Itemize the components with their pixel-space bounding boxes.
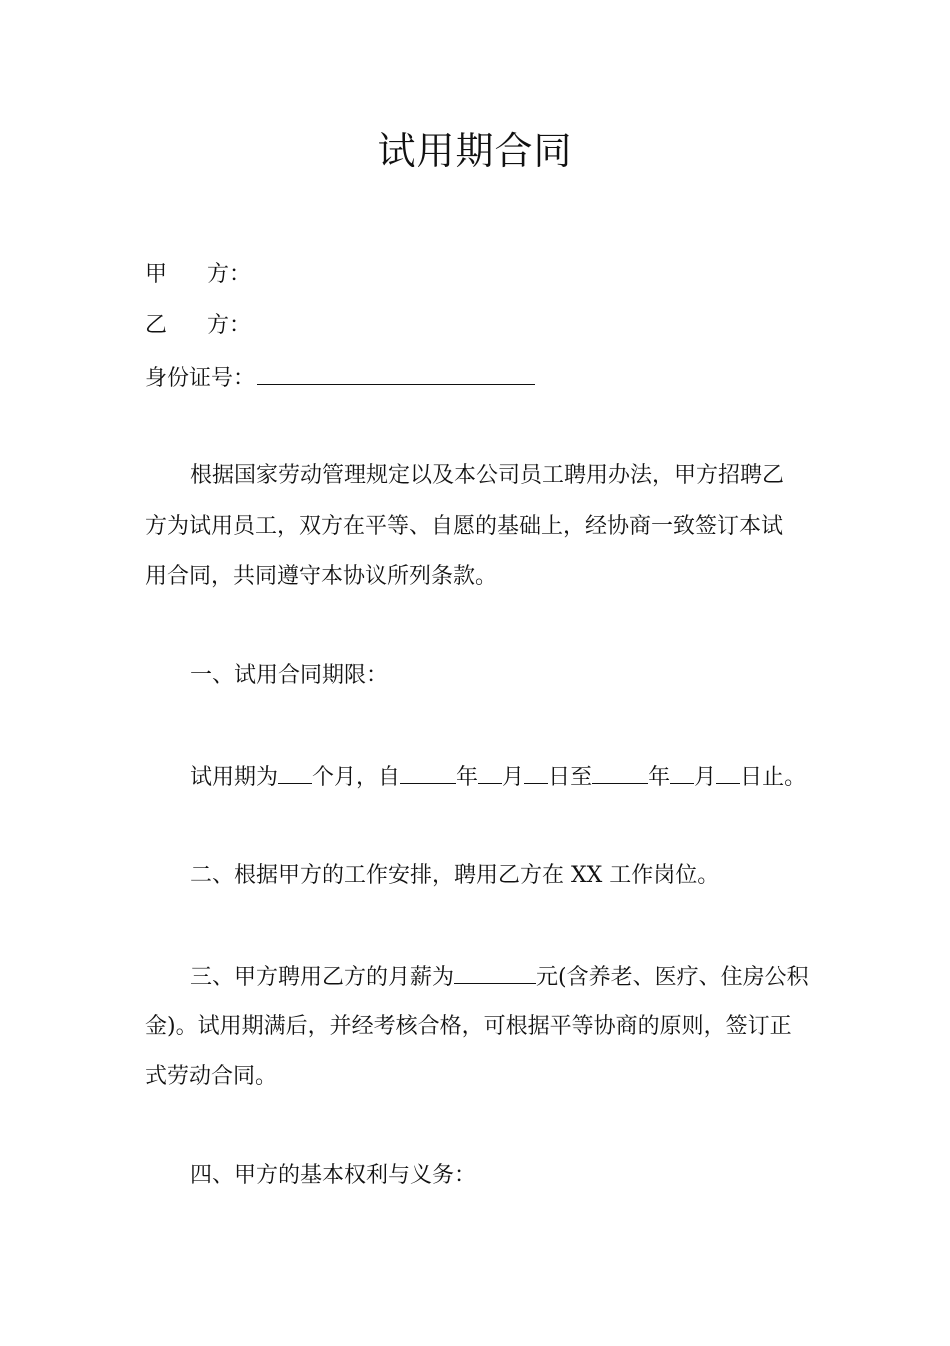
party-a-label-1: 甲 bbox=[145, 262, 168, 287]
period-text-4: 月 bbox=[502, 765, 525, 790]
section-3-line-3: 式劳动合同。 bbox=[145, 1064, 278, 1089]
period-text-7: 月 bbox=[694, 765, 717, 790]
period-text-3: 年 bbox=[456, 765, 479, 790]
start-year-blank[interactable] bbox=[400, 761, 456, 784]
salary-text-2: 元(含养老、医疗、住房公积 bbox=[536, 965, 809, 990]
intro-line-1: 根据国家劳动管理规定以及本公司员工聘用办法，甲方招聘乙 bbox=[190, 463, 785, 488]
section-3-line-2: 金)。试用期满后，并经考核合格，可根据平等协商的原则，签订正 bbox=[145, 1014, 792, 1039]
id-number-label: 身份证号： bbox=[145, 366, 256, 391]
end-day-blank[interactable] bbox=[716, 761, 740, 784]
months-blank[interactable] bbox=[278, 761, 312, 784]
period-text-5: 日至 bbox=[548, 765, 593, 790]
intro-line-2: 方为试用员工，双方在平等、自愿的基础上，经协商一致签订本试 bbox=[145, 514, 784, 539]
section-2-text: 二、根据甲方的工作安排，聘用乙方在 XX 工作岗位。 bbox=[190, 863, 720, 888]
section-3-line-1 bbox=[190, 961, 809, 993]
period-text-6: 年 bbox=[648, 765, 671, 790]
party-a-line bbox=[145, 260, 251, 290]
section-1-heading: 一、试用合同期限： bbox=[190, 663, 389, 688]
end-month-blank[interactable] bbox=[670, 761, 694, 784]
id-number-blank[interactable] bbox=[257, 362, 535, 385]
party-b-label-2: 方： bbox=[207, 313, 252, 338]
end-year-blank[interactable] bbox=[592, 761, 648, 784]
period-text-2: 个月，自 bbox=[312, 765, 401, 790]
id-number-line bbox=[145, 362, 535, 394]
start-month-blank[interactable] bbox=[478, 761, 502, 784]
intro-line-3: 用合同，共同遵守本协议所列条款。 bbox=[145, 564, 498, 589]
document-title: 试用期合同 bbox=[377, 129, 573, 173]
start-day-blank[interactable] bbox=[524, 761, 548, 784]
party-b-line bbox=[145, 311, 251, 341]
party-a-label-2: 方： bbox=[207, 262, 252, 287]
party-b-label-1: 乙 bbox=[145, 313, 168, 338]
section-4-heading: 四、甲方的基本权利与义务： bbox=[190, 1163, 477, 1188]
period-text-8: 日止。 bbox=[740, 765, 807, 790]
period-text-1: 试用期为 bbox=[190, 765, 279, 790]
salary-text-1: 三、甲方聘用乙方的月薪为 bbox=[190, 965, 455, 990]
section-1-period-line bbox=[190, 761, 806, 793]
salary-blank[interactable] bbox=[454, 961, 536, 984]
